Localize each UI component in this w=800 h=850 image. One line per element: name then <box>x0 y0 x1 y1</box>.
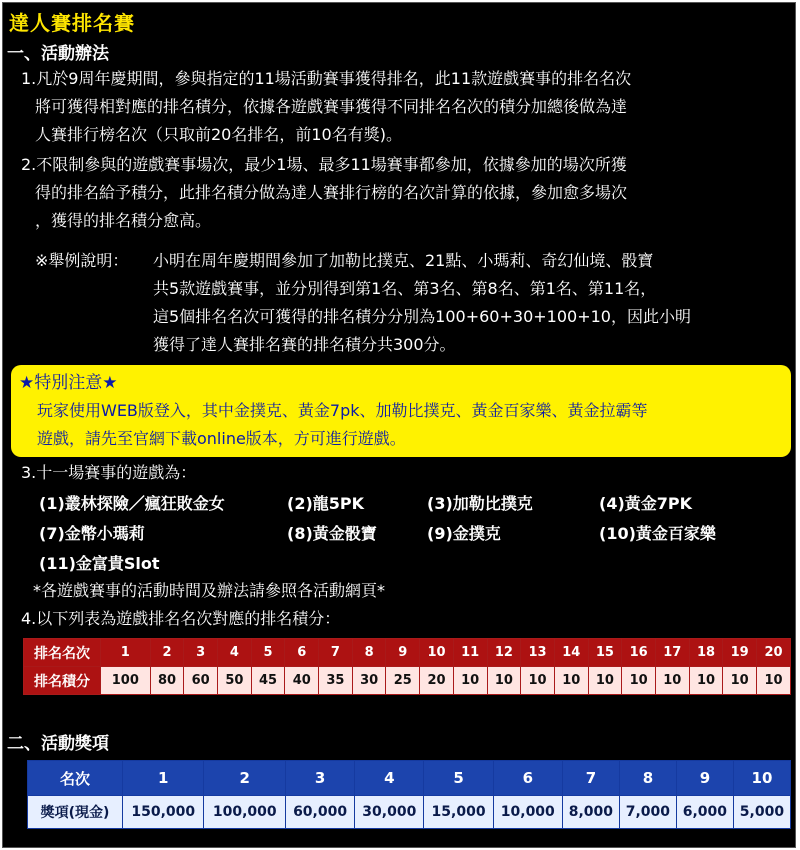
rule-2-line: 2.不限制參與的遊戲賽事場次，最少1場、最多11場賽事都參加，依據參加的場次所獲 <box>21 155 627 174</box>
prize-rank-cell: 2 <box>204 761 285 796</box>
section-heading-rules: 一、活動辦法 <box>7 44 109 64</box>
points-cell: 25 <box>386 667 420 695</box>
game-item: (9)金撲克 <box>427 524 501 543</box>
rule-2-line: 得的排名給予積分，此排名積分做為達人賽排行榜的名次計算的依據，參加愈多場次 <box>35 183 628 202</box>
prize-rank-cell: 8 <box>619 761 676 796</box>
prize-rank-cell: 5 <box>424 761 493 796</box>
rule-2 <box>21 151 627 235</box>
rank-cell: 17 <box>655 639 689 667</box>
points-value-row <box>24 667 791 695</box>
rank-cell: 9 <box>386 639 420 667</box>
points-cell: 100 <box>101 667 151 695</box>
prize-rank-cell: 1 <box>123 761 204 796</box>
prize-table <box>27 760 791 829</box>
rule-2-line: ，獲得的排名積分愈高。 <box>35 211 212 230</box>
rank-cell: 5 <box>251 639 285 667</box>
points-cell: 50 <box>218 667 252 695</box>
prize-value-label: 獎項(現金) <box>28 796 123 829</box>
rank-cell: 13 <box>521 639 555 667</box>
points-cell: 40 <box>285 667 319 695</box>
prize-rank-row <box>28 761 791 796</box>
prize-cell: 10,000 <box>493 796 562 829</box>
rule-1-line: 1.凡於9周年慶期間，參與指定的11場活動賽事獲得排名，此11款遊戲賽事的排名名次 <box>21 69 632 88</box>
rule-1-line: 將可獲得相對應的排名積分，依據各遊戲賽事獲得不同排名名次的積分加總後做為達 <box>35 97 628 116</box>
rank-cell: 10 <box>420 639 454 667</box>
points-cell: 30 <box>352 667 386 695</box>
points-cell: 80 <box>150 667 184 695</box>
prize-value-row <box>28 796 791 829</box>
notice-line: 遊戲，請先至官網下載online版本，方可進行遊戲。 <box>37 429 406 448</box>
section-heading-prizes: 二、活動獎項 <box>7 734 109 754</box>
rank-cell: 6 <box>285 639 319 667</box>
prize-rank-cell: 4 <box>355 761 424 796</box>
rank-cell: 2 <box>150 639 184 667</box>
prize-rank-cell: 7 <box>562 761 619 796</box>
example-line: 獲得了達人賽排名賽的排名積分共300分。 <box>153 335 456 354</box>
rank-cell: 1 <box>101 639 151 667</box>
points-rank-label: 排名名次 <box>24 639 101 667</box>
game-item: (1)叢林探險／瘋狂敗金女 <box>39 494 225 513</box>
prize-cell: 150,000 <box>123 796 204 829</box>
game-item: (3)加勒比撲克 <box>427 494 533 513</box>
prize-cell: 100,000 <box>204 796 285 829</box>
points-cell: 10 <box>521 667 555 695</box>
example-line: 小明在周年慶期間參加了加勒比撲克、21點、小瑪莉、奇幻仙境、骰寶 <box>153 251 654 270</box>
points-rank-row <box>24 639 791 667</box>
points-cell: 10 <box>655 667 689 695</box>
points-cell: 10 <box>588 667 622 695</box>
game-item: (10)黃金百家樂 <box>599 524 716 543</box>
rank-cell: 3 <box>184 639 218 667</box>
prize-cell: 8,000 <box>562 796 619 829</box>
prize-rank-cell: 3 <box>285 761 354 796</box>
event-page <box>2 2 796 848</box>
prize-rank-cell: 10 <box>733 761 790 796</box>
example-text <box>153 247 691 359</box>
rank-cell: 14 <box>554 639 588 667</box>
prize-rank-cell: 9 <box>676 761 733 796</box>
rank-cell: 7 <box>319 639 353 667</box>
prize-cell: 60,000 <box>285 796 354 829</box>
rank-cell: 16 <box>622 639 656 667</box>
games-intro: 3.十一場賽事的遊戲為： <box>21 463 197 482</box>
game-item: (11)金富貴Slot <box>39 554 160 573</box>
notice-line: 玩家使用WEB版登入，其中金撲克、黃金7pk、加勒比撲克、黃金百家樂、黃金拉霸等 <box>37 401 648 420</box>
rank-cell: 19 <box>723 639 757 667</box>
rule-1 <box>21 65 631 149</box>
example-line: 這5個排名名次可獲得的排名積分分別為100+60+30+100+10，因此小明 <box>153 307 691 326</box>
prize-rank-cell: 6 <box>493 761 562 796</box>
notice-heading: ★特別注意★ <box>19 373 118 393</box>
prize-rank-label: 名次 <box>28 761 123 796</box>
points-cell: 35 <box>319 667 353 695</box>
rank-cell: 12 <box>487 639 521 667</box>
points-table <box>23 638 791 695</box>
example-line: 共5款遊戲賽事，並分別得到第1名、第3名、第8名、第1名、第11名， <box>153 279 657 298</box>
points-cell: 45 <box>251 667 285 695</box>
rank-cell: 20 <box>757 639 791 667</box>
points-intro: 4.以下列表為遊戲排名名次對應的排名積分： <box>21 609 341 628</box>
points-cell: 20 <box>420 667 454 695</box>
games-footnote: *各遊戲賽事的活動時間及辦法請參照各活動網頁* <box>33 581 386 600</box>
points-cell: 10 <box>487 667 521 695</box>
points-cell: 10 <box>622 667 656 695</box>
rule-1-line: 人賽排行榜名次（只取前20名排名，前10名有獎)。 <box>35 125 402 144</box>
special-notice <box>11 365 791 457</box>
page-title: 達人賽排名賽 <box>9 11 135 35</box>
game-item: (4)黃金7PK <box>599 494 693 513</box>
rank-cell: 11 <box>453 639 487 667</box>
game-item: (2)龍5PK <box>287 494 365 513</box>
game-item: (8)黃金骰寶 <box>287 524 377 543</box>
points-value-label: 排名積分 <box>24 667 101 695</box>
rank-cell: 8 <box>352 639 386 667</box>
points-cell: 10 <box>554 667 588 695</box>
rank-cell: 4 <box>218 639 252 667</box>
rank-cell: 15 <box>588 639 622 667</box>
prize-cell: 15,000 <box>424 796 493 829</box>
prize-cell: 7,000 <box>619 796 676 829</box>
game-item: (7)金幣小瑪莉 <box>39 524 145 543</box>
prize-cell: 6,000 <box>676 796 733 829</box>
prize-cell: 30,000 <box>355 796 424 829</box>
points-cell: 10 <box>723 667 757 695</box>
points-cell: 10 <box>757 667 791 695</box>
rank-cell: 18 <box>689 639 723 667</box>
points-cell: 10 <box>689 667 723 695</box>
points-cell: 60 <box>184 667 218 695</box>
example-label: ※舉例說明： <box>35 251 129 270</box>
prize-cell: 5,000 <box>733 796 790 829</box>
points-cell: 10 <box>453 667 487 695</box>
